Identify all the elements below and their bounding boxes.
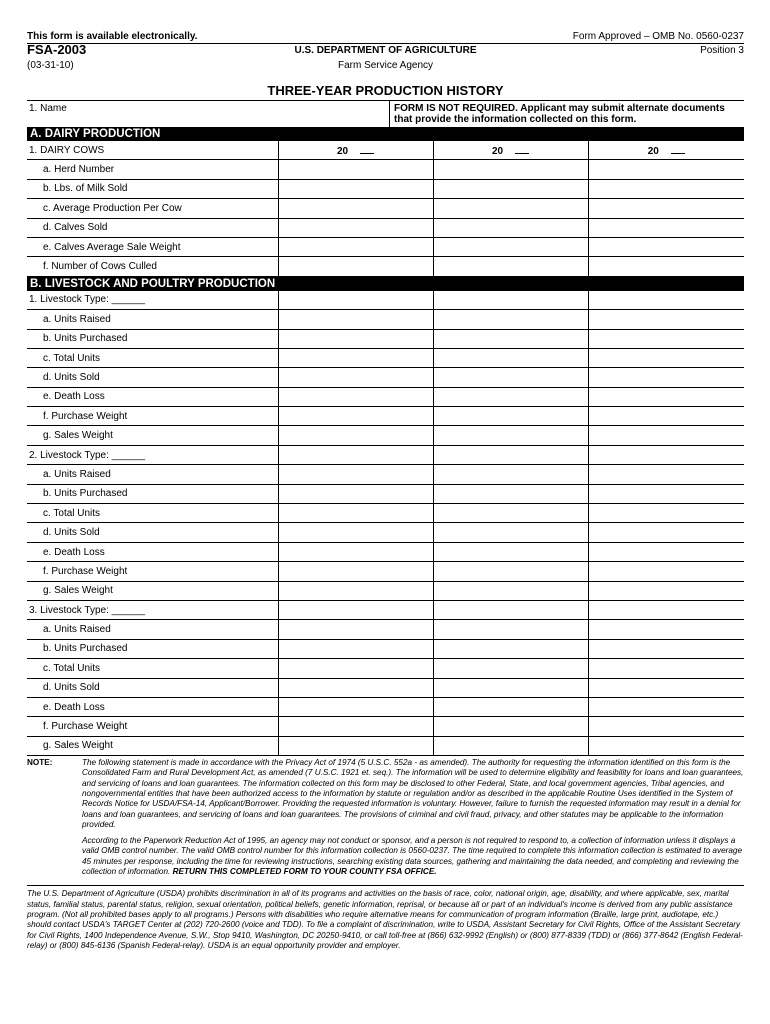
- year-1-cell[interactable]: [278, 310, 433, 329]
- not-required-line-2: that provide the information collected on this form.: [394, 114, 637, 125]
- dairy-item-row: [27, 199, 744, 218]
- livestock-item-row: [27, 717, 744, 736]
- year-3-field[interactable]: [588, 141, 744, 160]
- year-1-cell[interactable]: [278, 348, 433, 367]
- dairy-item-row-label: b. Lbs. of Milk Sold: [27, 179, 278, 198]
- year-3-cell[interactable]: [588, 179, 744, 198]
- year-2-cell[interactable]: [433, 310, 588, 329]
- year-1-cell[interactable]: [278, 484, 433, 503]
- year-3-cell[interactable]: [588, 291, 744, 310]
- livestock-table: [27, 291, 744, 756]
- livestock-item-row-label: g. Sales Weight: [27, 581, 278, 600]
- paperwork-statement: [82, 836, 744, 877]
- year-2-cell[interactable]: [433, 639, 588, 658]
- year-3-cell[interactable]: [588, 600, 744, 619]
- revision-date: (03-31-10): [27, 60, 74, 71]
- year-2-cell[interactable]: [433, 237, 588, 256]
- year-2-cell[interactable]: [433, 218, 588, 237]
- position-label: Position 3: [700, 45, 744, 56]
- year-3-cell[interactable]: [588, 465, 744, 484]
- dairy-item-row-label: c. Average Production Per Cow: [27, 199, 278, 218]
- agency-name: Farm Service Agency: [337, 60, 434, 71]
- dairy-item-row: [27, 257, 744, 276]
- year-1-cell[interactable]: [278, 426, 433, 445]
- year-2-cell[interactable]: [433, 562, 588, 581]
- dairy-cows-label: 1. DAIRY COWS: [27, 141, 278, 160]
- year-1-cell[interactable]: [278, 678, 433, 697]
- available-electronically: This form is available electronically.: [27, 31, 198, 42]
- year-3-cell[interactable]: [588, 504, 744, 523]
- livestock-item-row: [27, 620, 744, 639]
- year-3-cell[interactable]: [588, 581, 744, 600]
- year-1-cell[interactable]: [278, 542, 433, 561]
- name-label: 1. Name: [29, 103, 67, 114]
- dairy-item-row-label: a. Herd Number: [27, 160, 278, 179]
- livestock-item-row-label: e. Death Loss: [27, 697, 278, 716]
- livestock-type-row-label: 1. Livestock Type: ______: [27, 291, 278, 310]
- livestock-item-row: [27, 542, 744, 561]
- form-page: [27, 28, 744, 951]
- year-1-cell[interactable]: [278, 237, 433, 256]
- year-2-cell[interactable]: [433, 199, 588, 218]
- dairy-table: [27, 141, 744, 277]
- year-1-cell[interactable]: [278, 291, 433, 310]
- year-1-cell[interactable]: [278, 445, 433, 464]
- year-3-cell[interactable]: [588, 348, 744, 367]
- year-3-cell[interactable]: [588, 329, 744, 348]
- year-1-cell[interactable]: [278, 218, 433, 237]
- year-1-cell[interactable]: [278, 160, 433, 179]
- year-3-cell[interactable]: [588, 678, 744, 697]
- year-2-cell[interactable]: [433, 484, 588, 503]
- year-2-cell[interactable]: [433, 179, 588, 198]
- dairy-item-row: [27, 218, 744, 237]
- year-2-cell[interactable]: [433, 257, 588, 276]
- year-1-cell[interactable]: [278, 697, 433, 716]
- dairy-item-row-label: f. Number of Cows Culled: [27, 257, 278, 276]
- year-3-cell[interactable]: [588, 426, 744, 445]
- dairy-cows-row: [27, 141, 744, 160]
- livestock-item-row-label: f. Purchase Weight: [27, 562, 278, 581]
- privacy-note: [27, 758, 744, 877]
- year-3-cell[interactable]: [588, 523, 744, 542]
- paperwork-text: According to the Paperwork Reduction Act of 1995, an agency may not conduct or sponsor, and a person is not required to respond to, a collection of information unless it displays a valid OMB control number. The valid OMB control number for this information collection is 0560-0237. The time required to complete this information collection is estimated to average 45 minutes per response, including the time for reviewing instructions, searching existing data sources, gathering and maintaining the data needed, and completing and reviewing the collection of information.: [82, 836, 743, 877]
- year-1-cell[interactable]: [278, 407, 433, 426]
- livestock-item-row: [27, 484, 744, 503]
- livestock-item-row: [27, 368, 744, 387]
- year-1-cell[interactable]: [278, 257, 433, 276]
- year-1-cell[interactable]: [278, 639, 433, 658]
- year-2-cell[interactable]: [433, 659, 588, 678]
- livestock-item-row-label: c. Total Units: [27, 504, 278, 523]
- livestock-item-row: [27, 310, 744, 329]
- dairy-item-row-label: d. Calves Sold: [27, 218, 278, 237]
- livestock-item-row-label: f. Purchase Weight: [27, 717, 278, 736]
- year-3-cell[interactable]: [588, 542, 744, 561]
- year-1-cell[interactable]: [278, 465, 433, 484]
- livestock-item-row-label: b. Units Purchased: [27, 639, 278, 658]
- livestock-item-row-label: a. Units Raised: [27, 310, 278, 329]
- year-3-cell[interactable]: [588, 697, 744, 716]
- year-1-cell[interactable]: [278, 387, 433, 406]
- year-1-cell[interactable]: [278, 736, 433, 755]
- not-required-line-1: FORM IS NOT REQUIRED. Applicant may submit alternate documents: [394, 103, 725, 114]
- year-prefix: 20: [647, 145, 659, 157]
- year-1-cell[interactable]: [278, 504, 433, 523]
- privacy-act-statement: The following statement is made in accordance with the Privacy Act of 1974 (5 U.S.C. 552a - as amended). The authority for requesting the information identified on this form is the Consolidated Farm and Rural Development Act, as amended (7 U.S.C. 1921 et. seq.). The information will be used to determine eligibility and feasibility for loans and loan guarantees, and servicing of loans and loan guarantees. The information collected on this form may be disclosed to other Federal, State, and local government agencies, Tribal agencies, and nongovernmental entities that have been authorized access to the information by statute or regulation and/or as described in the applicable Routine Uses identified in the System of Records Notice for USDA/FSA-14, Applicant/Borrower. Providing the requested information is voluntary. However, failure to furnish the requested information may result in a denial for loans and loan guarantees, and servicing of loans and loan guarantees. The provisions of criminal and civil fraud, privacy, and other statutes may be applicable to the information provided.: [82, 758, 744, 829]
- dairy-item-row: [27, 179, 744, 198]
- livestock-item-row-label: c. Total Units: [27, 659, 278, 678]
- year-prefix: 20: [491, 145, 504, 157]
- year-1-field[interactable]: [278, 141, 433, 160]
- livestock-item-row-label: d. Units Sold: [27, 678, 278, 697]
- year-1-cell[interactable]: [278, 717, 433, 736]
- livestock-item-row-label: a. Units Raised: [27, 465, 278, 484]
- livestock-type-row: [27, 291, 744, 310]
- year-blank[interactable]: [515, 144, 529, 154]
- livestock-item-row: [27, 562, 744, 581]
- year-blank[interactable]: [360, 144, 374, 154]
- year-2-cell[interactable]: [433, 697, 588, 716]
- year-2-cell[interactable]: [433, 600, 588, 619]
- not-required-notice: [389, 101, 725, 129]
- livestock-item-row: [27, 329, 744, 348]
- year-3-cell[interactable]: [588, 310, 744, 329]
- livestock-type-row-label: 2. Livestock Type: ______: [27, 445, 278, 464]
- year-2-cell[interactable]: [433, 445, 588, 464]
- livestock-type-row-label: 3. Livestock Type: ______: [27, 600, 278, 619]
- year-2-field[interactable]: [433, 141, 588, 160]
- form-header: [27, 28, 744, 100]
- year-3-cell[interactable]: [588, 484, 744, 503]
- year-1-cell[interactable]: [278, 199, 433, 218]
- year-2-cell[interactable]: [433, 678, 588, 697]
- year-1-cell[interactable]: [278, 523, 433, 542]
- dairy-item-row: [27, 237, 744, 256]
- year-3-cell[interactable]: [588, 639, 744, 658]
- livestock-item-row-label: b. Units Purchased: [27, 484, 278, 503]
- header-divider: [27, 43, 744, 44]
- year-1-cell[interactable]: [278, 581, 433, 600]
- livestock-type-row: [27, 445, 744, 464]
- livestock-item-row-label: b. Units Purchased: [27, 329, 278, 348]
- year-3-cell[interactable]: [588, 237, 744, 256]
- year-2-cell[interactable]: [433, 368, 588, 387]
- year-1-cell[interactable]: [278, 368, 433, 387]
- livestock-item-row: [27, 387, 744, 406]
- livestock-item-row: [27, 426, 744, 445]
- year-1-cell[interactable]: [278, 600, 433, 619]
- year-3-cell[interactable]: [588, 257, 744, 276]
- livestock-item-row-label: c. Total Units: [27, 348, 278, 367]
- section-b-heading: B. LIVESTOCK AND POULTRY PRODUCTION: [27, 277, 744, 291]
- livestock-item-row: [27, 639, 744, 658]
- omb-approval: Form Approved – OMB No. 0560-0237: [572, 31, 744, 42]
- year-2-cell[interactable]: [433, 387, 588, 406]
- livestock-item-row: [27, 581, 744, 600]
- year-3-cell[interactable]: [588, 736, 744, 755]
- year-prefix: 20: [336, 145, 349, 157]
- livestock-item-row-label: f. Purchase Weight: [27, 407, 278, 426]
- livestock-item-row-label: g. Sales Weight: [27, 426, 278, 445]
- year-2-cell[interactable]: [433, 160, 588, 179]
- year-3-cell[interactable]: [588, 445, 744, 464]
- department-name: U.S. DEPARTMENT OF AGRICULTURE: [294, 45, 477, 56]
- livestock-item-row: [27, 504, 744, 523]
- year-2-cell[interactable]: [433, 581, 588, 600]
- return-instruction: RETURN THIS COMPLETED FORM TO YOUR COUNTY FSA OFFICE.: [172, 867, 437, 877]
- year-1-cell[interactable]: [278, 329, 433, 348]
- livestock-item-row: [27, 348, 744, 367]
- year-2-cell[interactable]: [433, 620, 588, 639]
- note-label: NOTE:: [27, 758, 53, 768]
- year-2-cell[interactable]: [433, 465, 588, 484]
- year-3-cell[interactable]: [588, 620, 744, 639]
- year-3-cell[interactable]: [588, 368, 744, 387]
- year-2-cell[interactable]: [433, 542, 588, 561]
- year-2-cell[interactable]: [433, 426, 588, 445]
- livestock-item-row: [27, 523, 744, 542]
- year-2-cell[interactable]: [433, 504, 588, 523]
- livestock-item-row: [27, 407, 744, 426]
- section-a-heading: A. DAIRY PRODUCTION: [27, 127, 744, 141]
- year-2-cell[interactable]: [433, 407, 588, 426]
- livestock-item-row: [27, 697, 744, 716]
- year-2-cell[interactable]: [433, 523, 588, 542]
- year-3-cell[interactable]: [588, 407, 744, 426]
- livestock-item-row: [27, 678, 744, 697]
- livestock-item-row-label: g. Sales Weight: [27, 736, 278, 755]
- year-1-cell[interactable]: [278, 179, 433, 198]
- year-1-cell[interactable]: [278, 620, 433, 639]
- year-2-cell[interactable]: [433, 736, 588, 755]
- year-3-cell[interactable]: [588, 717, 744, 736]
- form-number: FSA-2003: [27, 42, 87, 57]
- year-3-cell[interactable]: [588, 199, 744, 218]
- year-2-cell[interactable]: [433, 348, 588, 367]
- nondiscrimination-statement: The U.S. Department of Agriculture (USDA) prohibits discrimination in all of its programs and activities on the basis of race, color, national origin, age, disability, and where applicable, sex, marital status, familial status, parental status, religion, sexual orientation, political beliefs, genetic information, reprisal, or because all or part of an individual's income is derived from any public assistance program. (Not all prohibited bases apply to all programs.) Persons with disabilities who require alternative means for communication of program information (Braille, large print, audiotape, etc.) should contact USDA's TARGET Center at (202) 720-2600 (voice and TDD). To file a complaint of discrimination, write to USDA, Assistant Secretary for Civil Rights, Office of the Assistant Secretary for Civil Rights, 1400 Independence Avenue, S.W., Stop 9410, Washington, DC 20250-9410, or call toll-free at (866) 632-9992 (English) or (800) 877-8339 (TDD) or (866) 377-8642 (English Federal-relay) or (800) 845-6136 (Spanish Federal-relay). USDA is an equal opportunity provider and employer.: [27, 885, 744, 951]
- year-3-cell[interactable]: [588, 659, 744, 678]
- livestock-type-row: [27, 600, 744, 619]
- year-2-cell[interactable]: [433, 291, 588, 310]
- year-3-cell[interactable]: [588, 387, 744, 406]
- year-3-cell[interactable]: [588, 562, 744, 581]
- year-1-cell[interactable]: [278, 659, 433, 678]
- name-row[interactable]: [27, 100, 744, 127]
- year-2-cell[interactable]: [433, 329, 588, 348]
- dairy-item-row: [27, 160, 744, 179]
- livestock-item-row-label: d. Units Sold: [27, 523, 278, 542]
- year-1-cell[interactable]: [278, 562, 433, 581]
- livestock-item-row: [27, 465, 744, 484]
- livestock-item-row: [27, 736, 744, 755]
- dairy-item-row-label: e. Calves Average Sale Weight: [27, 237, 278, 256]
- livestock-item-row-label: a. Units Raised: [27, 620, 278, 639]
- year-blank[interactable]: [671, 144, 685, 154]
- livestock-item-row-label: e. Death Loss: [27, 542, 278, 561]
- year-3-cell[interactable]: [588, 218, 744, 237]
- livestock-item-row: [27, 659, 744, 678]
- livestock-item-row-label: d. Units Sold: [27, 368, 278, 387]
- year-2-cell[interactable]: [433, 717, 588, 736]
- year-3-cell[interactable]: [588, 160, 744, 179]
- livestock-item-row-label: e. Death Loss: [27, 387, 278, 406]
- form-title: THREE-YEAR PRODUCTION HISTORY: [267, 83, 504, 98]
